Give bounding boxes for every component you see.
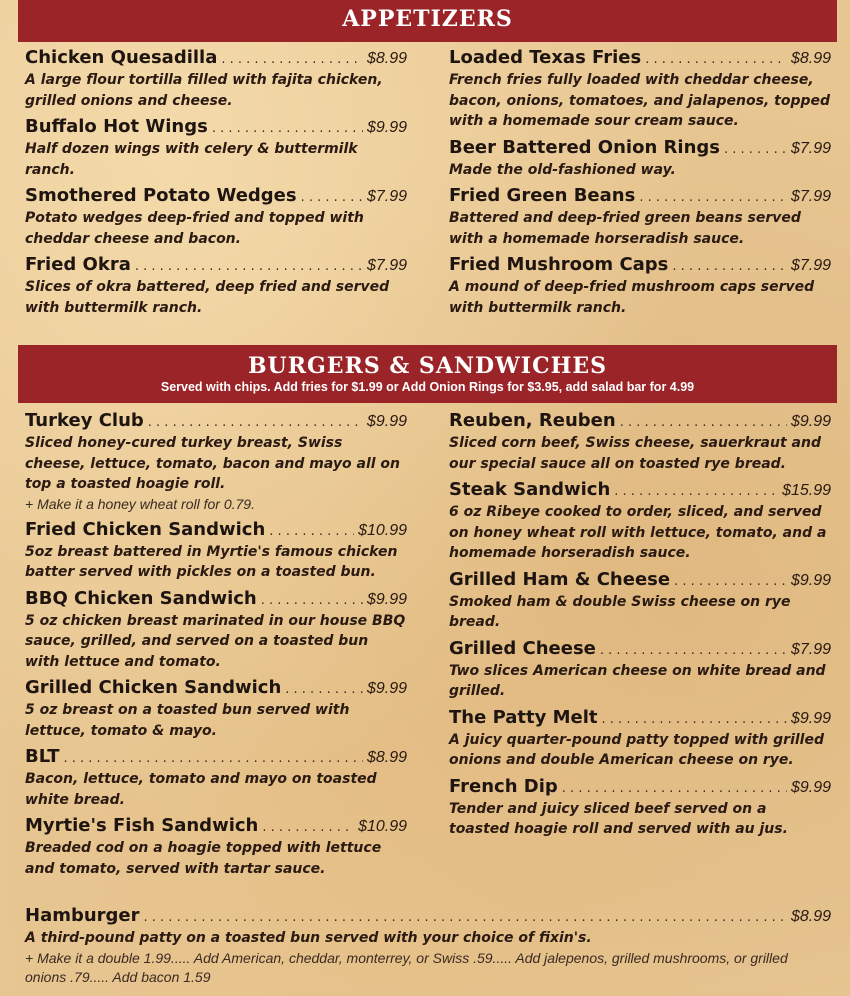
dot-leader: [212, 121, 363, 136]
item-header: [25, 814, 407, 838]
item-description: Potato wedges deep-fried and topped with cheddar cheese and bacon.: [25, 210, 364, 247]
dot-leader: [600, 643, 787, 658]
item-header: [25, 184, 407, 208]
burgers-left-column: [25, 409, 407, 883]
item-name: Smothered Potato Wedges: [25, 185, 297, 206]
item-name: Fried Okra: [25, 254, 131, 275]
item-name: Grilled Cheese: [449, 637, 596, 659]
burgers-header: [18, 345, 837, 403]
dot-leader: [645, 52, 787, 67]
item-name: Fried Green Beans: [449, 185, 636, 206]
item-description: 6 oz Ribeye cooked to order, sliced, and served on honey wheat roll with lettuce, tomato, and a homemade horseradish sauce.: [449, 504, 827, 561]
item-header: [25, 518, 407, 542]
item-description: Battered and deep-fried green beans served with a homemade horseradish sauce.: [449, 210, 801, 247]
item-description: A third-pound patty on a toasted bun served with your choice of fixin's.: [25, 930, 592, 946]
item-name: Reuben, Reuben: [449, 410, 616, 431]
item-name: Steak Sandwich: [449, 479, 611, 500]
item-name: Fried Chicken Sandwich: [25, 518, 266, 540]
item-price: $9.99: [790, 571, 831, 589]
item-header: [25, 115, 407, 139]
item-price: $10.99: [358, 521, 407, 539]
item-price: $10.99: [358, 818, 407, 835]
dot-leader: [262, 820, 354, 835]
item-price: $9.99: [790, 709, 831, 727]
menu-item: [449, 568, 831, 633]
dot-leader: [301, 190, 363, 205]
item-price: $9.99: [366, 119, 407, 136]
item-note: + Make it a double 1.99..... Add American, cheddar, monterrey, or Swiss .59..... Add jalepenos, grilled mushrooms, or grilled onions .79..... Add bacon 1.59: [25, 949, 788, 985]
item-name: The Patty Melt: [449, 706, 598, 728]
item-name: Beer Battered Onion Rings: [449, 136, 720, 158]
menu-item: [25, 518, 407, 583]
item-header: [25, 409, 407, 433]
burgers-subtitle: Served with chips. Add fries for $1.99 or Add Onion Rings for $3.95, add salad bar for 4.99: [160, 380, 695, 394]
item-description: French fries fully loaded with cheddar cheese, bacon, onions, tomatoes, and jalapenos, topped with a homemade sour cream sauce.: [449, 72, 831, 129]
item-header: [449, 253, 831, 277]
item-header: [25, 676, 407, 700]
burgers-right-column: [449, 409, 831, 844]
menu-item: [449, 706, 831, 771]
dot-leader: [269, 524, 354, 539]
dot-leader: [674, 574, 787, 589]
item-description: Bacon, lettuce, tomato and mayo on toasted white bread.: [25, 771, 377, 808]
dot-leader: [562, 781, 787, 796]
item-price: $7.99: [366, 188, 407, 205]
item-name: Myrtie's Fish Sandwich: [25, 815, 259, 836]
item-price: $9.99: [366, 680, 407, 697]
item-name: Grilled Ham & Cheese: [449, 568, 671, 590]
item-price: $8.99: [790, 908, 831, 925]
menu-item: [449, 478, 831, 564]
item-header: [449, 136, 831, 160]
dot-leader: [672, 259, 787, 274]
item-header: [25, 253, 407, 277]
item-price: $9.99: [790, 778, 831, 796]
dot-leader: [620, 415, 787, 430]
dot-leader: [144, 910, 787, 925]
item-description: Made the old-fashioned way.: [449, 161, 676, 178]
item-price: $7.99: [366, 257, 407, 274]
item-description: A large flour tortilla filled with fajita chicken, grilled onions and cheese.: [25, 72, 383, 109]
item-header: [449, 478, 831, 502]
dot-leader: [639, 190, 787, 205]
menu-item: [25, 745, 407, 810]
menu-item: [449, 409, 831, 474]
menu-item: [449, 136, 831, 181]
item-header: [449, 46, 831, 70]
dot-leader: [602, 712, 787, 727]
appetizers-header: APPETIZERS: [18, 0, 837, 42]
dot-leader: [261, 593, 363, 608]
item-name: BBQ Chicken Sandwich: [25, 587, 257, 609]
item-description: Sliced honey-cured turkey breast, Swiss cheese, lettuce, tomato, bacon and mayo all on top a toasted hoagie roll.: [25, 435, 401, 492]
menu-item: [25, 409, 407, 514]
menu-item: [449, 184, 831, 249]
item-name: Grilled Chicken Sandwich: [25, 677, 282, 698]
item-description: Sliced corn beef, Swiss cheese, sauerkraut and our special sauce all on toasted rye bread.: [449, 435, 821, 472]
item-header: [25, 745, 407, 769]
item-description: Tender and juicy sliced beef served on a toasted hoagie roll and served with au jus.: [449, 800, 788, 837]
item-price: $7.99: [790, 640, 831, 658]
menu-item: [25, 587, 407, 673]
item-name: Fried Mushroom Caps: [449, 254, 669, 275]
menu-item-hamburger: [25, 904, 831, 987]
dot-leader: [221, 52, 363, 67]
appetizers-right-column: [449, 46, 831, 322]
menu-item: [25, 814, 407, 879]
menu-item: [449, 253, 831, 318]
item-price: $9.99: [790, 413, 831, 430]
item-name: Buffalo Hot Wings: [25, 116, 208, 137]
item-price: $9.99: [366, 590, 407, 608]
menu-item: [25, 253, 407, 318]
item-description: Slices of okra battered, deep fried and served with buttermilk ranch.: [25, 279, 390, 316]
item-price: $8.99: [366, 50, 407, 67]
item-note: + Make it a honey wheat roll for 0.79.: [25, 495, 255, 512]
dot-leader: [148, 415, 363, 430]
item-header: [449, 184, 831, 208]
burgers-title: BURGERS & SANDWICHES: [247, 353, 608, 379]
dot-leader: [64, 751, 363, 766]
menu-item: [25, 46, 407, 111]
dot-leader: [135, 259, 363, 274]
item-price: $7.99: [790, 188, 831, 205]
item-description: Half dozen wings with celery & buttermilk ranch.: [25, 141, 358, 178]
item-name: Chicken Quesadilla: [25, 47, 218, 68]
item-name: Hamburger: [25, 905, 140, 926]
item-header: [449, 637, 831, 661]
appetizers-left-column: [25, 46, 407, 322]
item-price: $8.99: [790, 50, 831, 67]
menu-item: [25, 184, 407, 249]
item-price: $8.99: [366, 749, 407, 766]
item-header: [25, 587, 407, 611]
item-description: 5 oz chicken breast marinated in our house BBQ sauce, grilled, and served on a toasted bun with lettuce and tomato.: [25, 612, 406, 670]
item-description: A juicy quarter-pound patty topped with grilled onions and double American cheese on rye.: [449, 731, 824, 768]
dot-leader: [285, 682, 363, 697]
item-header: [449, 568, 831, 592]
item-description: 5 oz breast on a toasted bun served with lettuce, tomato & mayo.: [25, 702, 350, 739]
item-description: Two slices American cheese on white bread and grilled.: [449, 662, 826, 699]
item-description: 5oz breast battered in Myrtie's famous chicken batter served with pickles on a toasted bun.: [25, 543, 398, 580]
menu-item: [25, 115, 407, 180]
item-header: [449, 409, 831, 433]
item-header: [449, 706, 831, 730]
item-name: Turkey Club: [25, 410, 144, 431]
menu-item: [449, 46, 831, 132]
item-description: Smoked ham & double Swiss cheese on rye bread.: [449, 593, 791, 630]
dot-leader: [724, 142, 787, 157]
menu-item: [449, 637, 831, 702]
item-header: [449, 775, 831, 799]
item-name: Loaded Texas Fries: [449, 47, 642, 68]
item-name: BLT: [25, 746, 60, 767]
item-description: A mound of deep-fried mushroom caps served with buttermilk ranch.: [449, 279, 815, 316]
item-header: [25, 46, 407, 70]
dot-leader: [614, 484, 778, 499]
menu-item: [25, 676, 407, 741]
item-description: Breaded cod on a hoagie topped with lettuce and tomato, served with tartar sauce.: [25, 840, 382, 877]
item-name: French Dip: [449, 775, 558, 797]
menu-item: [449, 775, 831, 840]
item-price: $7.99: [790, 139, 831, 157]
item-price: $7.99: [790, 257, 831, 274]
item-price: $15.99: [782, 482, 831, 499]
item-price: $9.99: [366, 413, 407, 430]
